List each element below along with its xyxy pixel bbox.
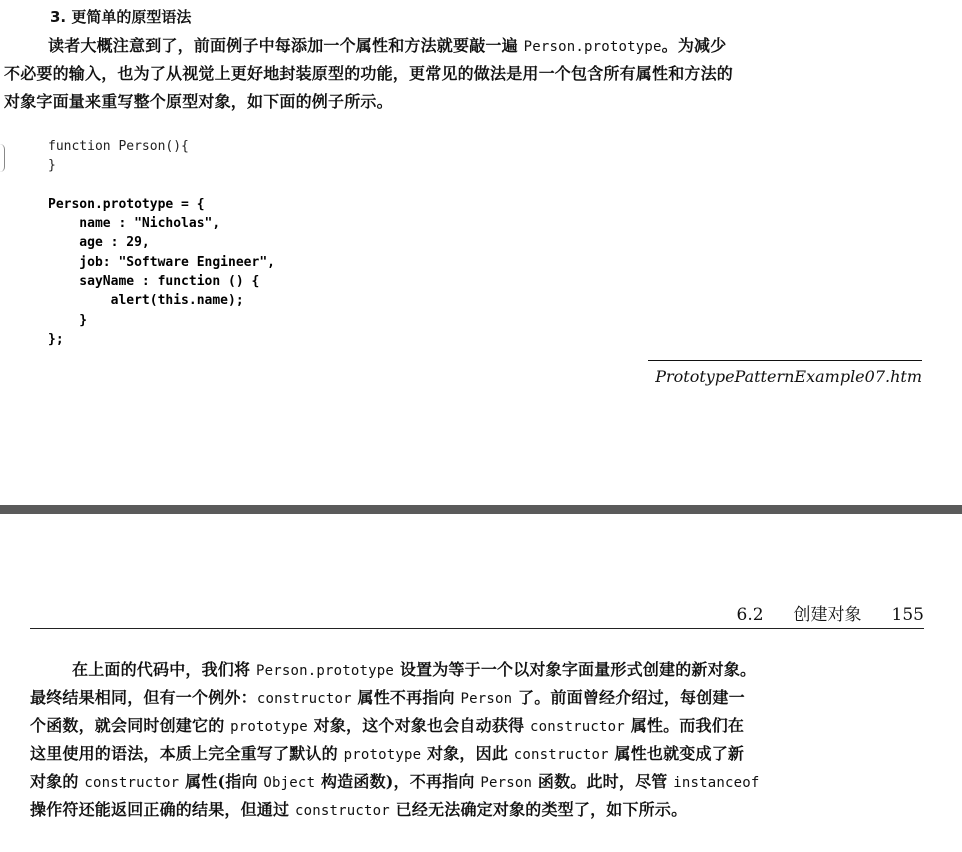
inline-code: Person [480, 775, 533, 791]
code-example [48, 137, 275, 349]
text: 属性(指向 [179, 772, 264, 791]
para2-line4 [30, 741, 744, 768]
inline-code: prototype [343, 747, 422, 763]
text: 设置为等于一个以对象字面量形式创建的新对象。 [394, 660, 757, 679]
code-line: function Person(){ [48, 139, 189, 154]
text: 。为减少 [661, 36, 727, 55]
code-line: name : "Nicholas", [48, 216, 221, 232]
para1-line3: 对象字面量来重写整个原型对象，如下面的例子所示。 [4, 92, 393, 111]
code-line: alert(this.name); [48, 293, 244, 309]
section-heading: 3. 更简单的原型语法 [50, 8, 192, 26]
scan-bleed-mark [0, 144, 5, 172]
text: 属性不再指向 [351, 688, 461, 707]
text: 了。前面曾经介绍过，每创建一 [512, 688, 745, 707]
para2-line3 [30, 713, 744, 740]
text: 函数。此时，尽管 [532, 772, 674, 791]
text: 属性。而我们在 [624, 716, 745, 735]
inline-code: Person.prototype [255, 663, 395, 679]
inline-code: constructor [530, 719, 625, 735]
text: 已经无法确定对象的类型了，如下所示。 [389, 800, 688, 819]
inline-code: constructor [84, 775, 180, 791]
inline-code: constructor [294, 803, 390, 819]
code-line: }; [48, 331, 64, 347]
para2-line5 [30, 769, 760, 796]
text: 对象，因此 [421, 744, 514, 763]
text: 对象的 [30, 772, 85, 791]
inline-code: Object [263, 775, 316, 791]
page-number: 155 [891, 605, 924, 625]
text: 对象，这个对象也会自动获得 [307, 716, 530, 735]
text: 属性也就变成了新 [608, 744, 745, 763]
text: 操作符还能返回正确的结果，但通过 [30, 800, 295, 819]
para1-line2: 不必要的输入，也为了从视觉上更好地封装原型的功能，更常见的做法是用一个包含所有属性和方法的 [4, 64, 734, 83]
inline-code: prototype [230, 719, 308, 735]
text: 这里使用的语法，本质上完全重写了默认的 [30, 744, 344, 763]
chapter-title: 创建对象 [793, 605, 862, 625]
code-line: sayName : function () { [48, 274, 260, 290]
para2-line2 [30, 685, 745, 712]
inline-code: Person.prototype [523, 39, 662, 55]
section-number: 6.2 [736, 605, 764, 625]
code-line: age : 29, [48, 235, 150, 251]
code-line: job: "Software Engineer", [48, 254, 275, 270]
inline-code: instanceof [673, 775, 760, 791]
para1-line1 [48, 33, 726, 60]
text: 最终结果相同，但有一个例外： [30, 688, 257, 707]
code-line: Person.prototype = { [48, 196, 205, 212]
para2-line1 [72, 657, 756, 684]
page-separator [0, 505, 962, 514]
code-line: } [48, 312, 88, 328]
text: 在上面的代码中，我们将 [72, 660, 256, 679]
inline-code: constructor [256, 691, 352, 707]
text: 读者大概注意到了，前面例子中每添加一个属性和方法就要敲一遍 [48, 36, 524, 55]
header-rule [30, 628, 924, 629]
inline-code: constructor [513, 747, 609, 763]
inline-code: Person [460, 691, 513, 707]
text: 个函数，就会同时创建它的 [30, 716, 231, 735]
running-header [0, 600, 924, 625]
para2-line6 [30, 797, 687, 824]
example-filename: PrototypePatternExample07.htm [648, 360, 922, 386]
text: 构造函数)，不再指向 [315, 772, 481, 791]
code-line: } [48, 158, 56, 174]
